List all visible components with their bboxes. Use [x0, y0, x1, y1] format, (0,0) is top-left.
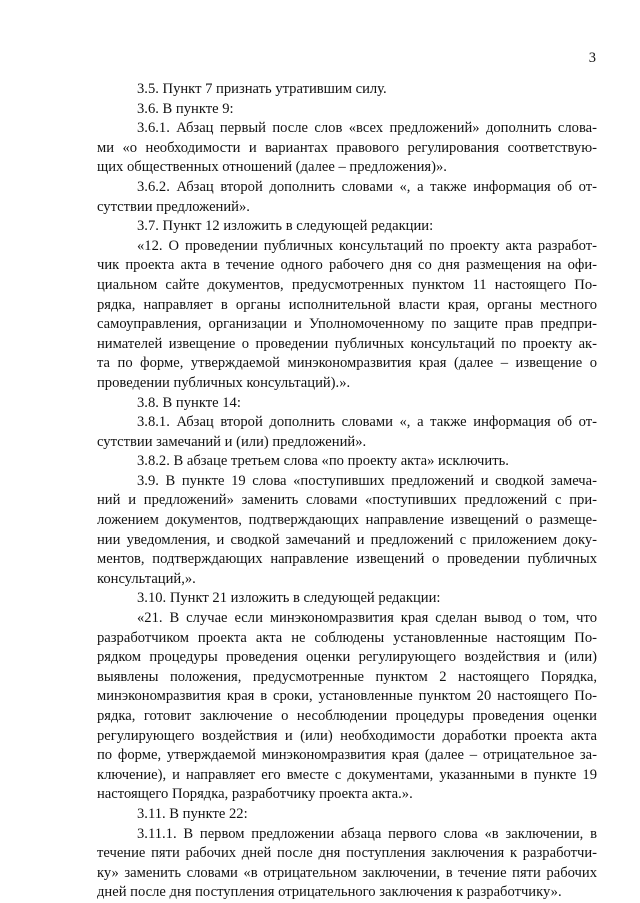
text-line: рядка, направляет в органы исполнительной власти края, органы местного: [97, 296, 597, 313]
text-line: 3.6.2. Абзац второй дополнить словами «, а также информация об от-: [137, 178, 597, 195]
page-number: 3: [588, 50, 596, 66]
text-line: 3.6. В пункте 9:: [137, 100, 234, 117]
text-line: минэкономразвития края в сроки, установленные пунктом 20 настоящего По-: [97, 688, 597, 705]
text-line: проведении публичных консультаций).».: [97, 374, 351, 391]
text-line: по форме, утверждаемой минэкономразвития края (далее – отрицательное за-: [97, 747, 597, 764]
text-line: рядка, готовит заключение о несоблюдении процедуры проведения оценки: [97, 708, 597, 724]
text-line: ку» заменить словами «в отрицательном заключении, в течение пяти рабочих: [97, 864, 597, 881]
text-line: ментов, подтверждающих направление извещений о проведении публичных: [97, 551, 597, 568]
text-line: циальном сайте документов, предусмотренных пунктом 11 настоящего По-: [97, 276, 597, 293]
text-line: 3.7. Пункт 12 изложить в следующей редакции:: [137, 218, 434, 235]
text-line: дней после дня поступления отрицательного заключения к разработчику».: [97, 884, 562, 901]
text-line: 3.9. В пункте 19 слова «поступивших предложений и сводкой замеча-: [137, 472, 597, 489]
text-line: консультаций,».: [97, 570, 196, 587]
text-line: щих общественных отношений (далее – предложения)».: [97, 159, 447, 176]
text-line: сутствии предложений».: [97, 198, 250, 215]
text-line: ключение), и направляет его вместе с документами, указанными в пункте 19: [97, 766, 597, 783]
text-line: 3.8. В пункте 14:: [137, 394, 241, 411]
text-line: 3.8.2. В абзаце третьем слова «по проекту акта» исключить.: [137, 453, 509, 470]
text-line: та по форме, утверждаемой минэкономразвития края (далее – извещение о: [97, 355, 597, 372]
text-line: настоящего Порядка, разработчику проекта акта.».: [97, 786, 413, 803]
text-line: выявлены положения, предусмотренные пунктом 2 настоящего Порядка,: [97, 668, 597, 685]
text-line: 3.10. Пункт 21 изложить в следующей редакции:: [137, 590, 441, 607]
text-line: сутствии замечаний и (или) предложений».: [97, 433, 367, 450]
text-line: разработчиком проекта акта не соблюдены установленные настоящим По-: [97, 629, 597, 646]
text-line: нимателей извещение о проведении публичных консультаций по проекту ак-: [97, 335, 597, 352]
text-line: самоуправления, организации и Уполномоченному по защите прав предпри-: [97, 316, 597, 333]
text-line: ложением документов, подтверждающих направление извещений о размеще-: [97, 512, 597, 529]
text-line: рядком процедуры проведения оценки регулирующего воздействия и (или): [97, 649, 597, 666]
text-line: 3.11.1. В первом предложении абзаца первого слова «в заключении, в: [137, 825, 597, 842]
text-line: регулирующего воздействия и (или) необходимости доработки проекта акта: [97, 727, 597, 744]
text-line: нии уведомления, и сводкой замечаний и предложений с приложением доку-: [97, 531, 597, 548]
text-line: 3.6.1. Абзац первый после слов «всех предложений» дополнить слова-: [137, 120, 597, 137]
text-line: «21. В случае если минэкономразвития края сделан вывод о том, что: [137, 610, 597, 627]
text-line: чик проекта акта в течение одного рабочего дня со дня размещения на офи-: [97, 257, 597, 274]
text-line: ми «о необходимости и вариантах правового регулирования соответствую-: [97, 139, 597, 156]
text-line: 3.8.1. Абзац второй дополнить словами «, а также информация об от-: [137, 414, 597, 431]
text-line: 3.5. Пункт 7 признать утратившим силу.: [137, 81, 387, 97]
text-line: течение пяти рабочих дней после дня поступления заключения к разработчи-: [97, 845, 597, 862]
text-line: «12. О проведении публичных консультаций по проекту акта разработ-: [137, 237, 597, 254]
text-line: ний и предложений» заменить словами «поступивших предложений с при-: [97, 492, 597, 509]
document-body: [97, 80, 597, 903]
text-line: 3.11. В пункте 22:: [137, 805, 248, 822]
